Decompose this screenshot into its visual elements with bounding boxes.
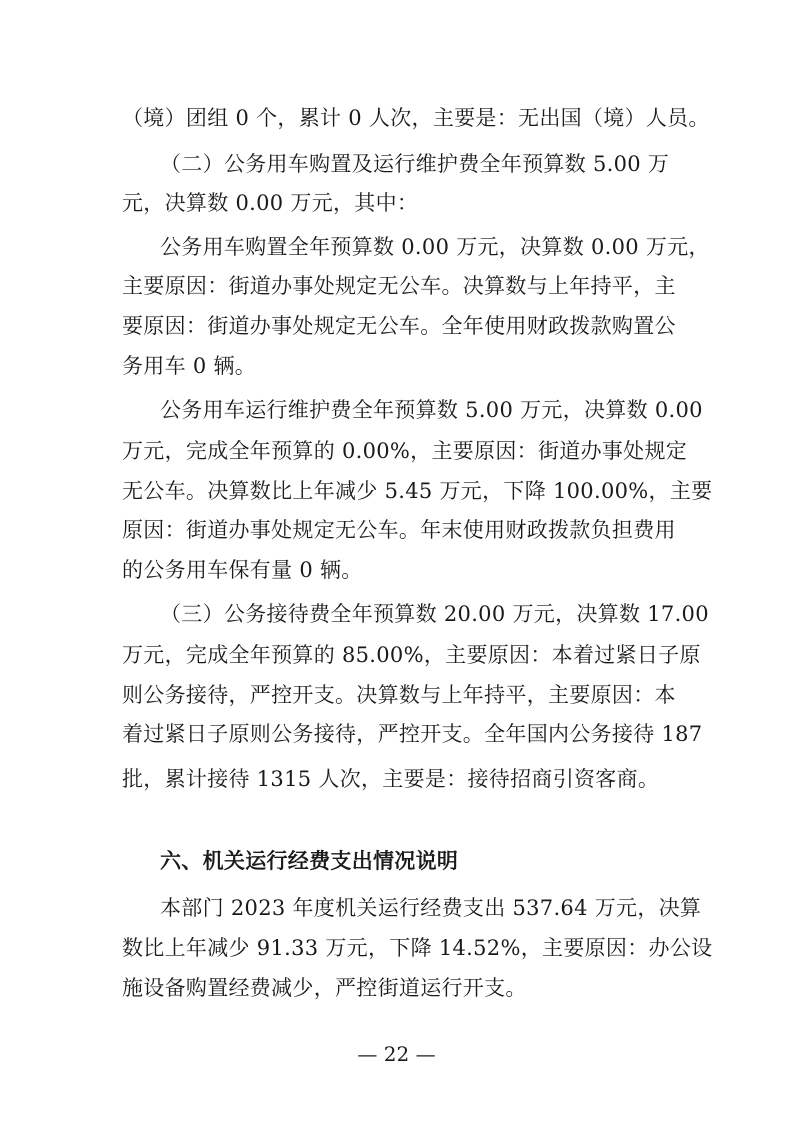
paragraph-line: 万元，完成全年预算的 0.00%，主要原因：街道办事处规定 [122, 439, 688, 463]
paragraph-line: 主要原因：街道办事处规定无公车。决算数与上年持平，主 [122, 274, 676, 298]
paragraph-line: （三）公务接待费全年预算数 20.00 万元，决算数 17.00 [160, 602, 709, 626]
paragraph-line: （二）公务用车购置及运行维护费全年预算数 5.00 万 [160, 152, 670, 176]
section-heading: 六、机关运行经费支出情况说明 [160, 849, 459, 873]
paragraph-line: 元，决算数 0.00 万元，其中： [122, 191, 419, 215]
paragraph-line: 万元，完成全年预算的 85.00%，主要原因：本着过紧日子原 [122, 643, 701, 667]
paragraph-line: 公务用车运行维护费全年预算数 5.00 万元，决算数 0.00 [160, 398, 703, 422]
paragraph-line: 务用车 0 辆。 [122, 354, 257, 378]
paragraph-line: 批，累计接待 1315 人次，主要是：接待招商引资客商。 [122, 767, 660, 791]
paragraph-line: 要原因：街道办事处规定无公车。全年使用财政拨款购置公 [122, 314, 676, 338]
paragraph-line: 则公务接待，严控开支。决算数与上年持平，主要原因：本 [122, 683, 676, 707]
paragraph-line: 公务用车购置全年预算数 0.00 万元，决算数 0.00 万元， [160, 235, 710, 259]
paragraph-line: 原因：街道办事处规定无公车。年末使用财政拨款负担费用 [122, 518, 676, 542]
paragraph-line: 本部门 2023 年度机关运行经费支出 537.64 万元，决算 [160, 896, 702, 920]
paragraph-line: （境）团组 0 个，累计 0 人次，主要是：无出国（境）人员。 [122, 106, 710, 130]
paragraph-line: 的公务用车保有量 0 辆。 [122, 558, 363, 582]
page-number: — 22 — [357, 1042, 436, 1066]
paragraph-line: 施设备购置经费减少，严控街道运行开支。 [122, 976, 527, 1000]
paragraph-line: 无公车。决算数比上年减少 5.45 万元，下降 100.00%，主要 [122, 479, 713, 503]
paragraph-line: 着过紧日子原则公务接待，严控开支。全年国内公务接待 187 [122, 722, 703, 746]
paragraph-line: 数比上年减少 91.33 万元，下降 14.52%，主要原因：办公设 [122, 936, 713, 960]
